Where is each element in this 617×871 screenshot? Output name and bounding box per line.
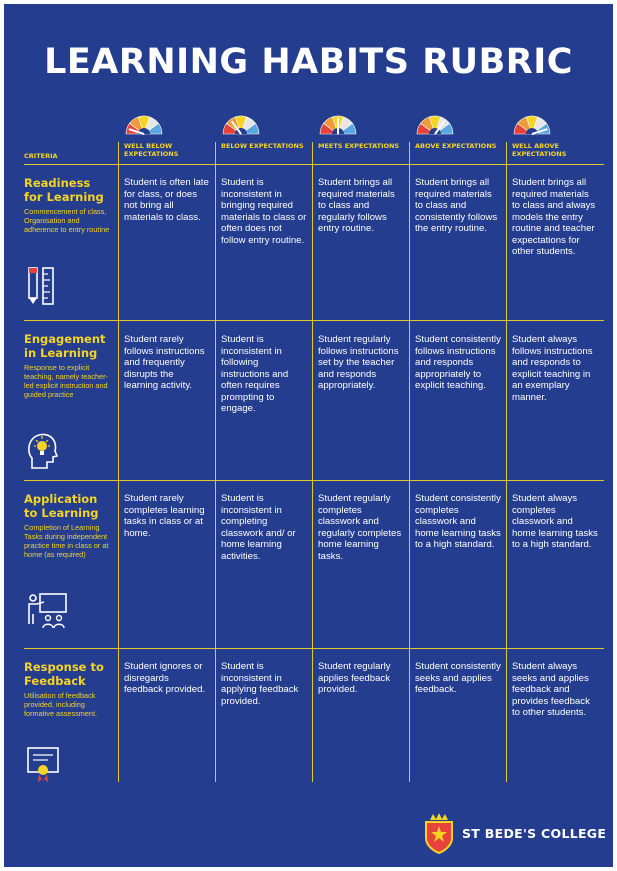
- rubric-cell: Student ignores or disregards feedback provided.: [124, 661, 206, 695]
- pencil-ruler-icon: [26, 264, 60, 306]
- rubric-cell: Student always completes classwork and home learning tasks to a high standard.: [512, 493, 598, 550]
- grid-divider: [24, 480, 604, 481]
- criteria-title: Readiness for Learning: [24, 176, 104, 204]
- rubric-cell: Student consistently follows instructions and responds appropriately to explicit teaching.: [415, 334, 501, 391]
- criteria-feedback: [24, 660, 110, 718]
- rubric-grid: [24, 112, 604, 782]
- criteria-description: Utilisation of feedback provided, including formative assessment.: [24, 691, 97, 718]
- grid-divider: [215, 142, 216, 782]
- criteria-readiness: [24, 176, 110, 234]
- rubric-cell: Student rarely follows instructions and frequently disrupts the learning activity.: [124, 334, 205, 391]
- rubric-cell: Student always follows instructions and responds to explicit teaching in an exemplary manner.: [512, 334, 593, 403]
- criteria-title: Response to Feedback: [24, 660, 104, 688]
- grid-divider: [312, 142, 313, 782]
- rubric-cell: Student brings all required materials to class and regularly follows entry routine.: [318, 177, 395, 234]
- level-label: WELL BELOW EXPECTATIONS: [124, 142, 179, 158]
- rubric-cell: Student is inconsistent in bringing required materials to class or often does not follow entry routine.: [221, 177, 307, 246]
- rubric-cell: Student always seeks and applies feedback and provides feedback to other students.: [512, 661, 590, 718]
- gauge-icon: [512, 112, 552, 136]
- rubric-cell: Student regularly completes classwork and regularly completes home learning tasks.: [318, 493, 402, 562]
- gauge-icon: [318, 112, 358, 136]
- rubric-cell: Student consistently completes classwork and home learning tasks to a high standard.: [415, 493, 501, 550]
- rubric-cell: Student is often late for class, or does not bring all materials to class.: [124, 177, 209, 223]
- page-title: LEARNING HABITS RUBRIC: [44, 42, 573, 82]
- grid-divider: [118, 142, 119, 782]
- grid-divider: [506, 142, 507, 782]
- rubric-cell: Student is inconsistent in applying feedback provided.: [221, 661, 299, 707]
- level-label: WELL ABOVE EXPECTATIONS: [512, 142, 567, 158]
- rubric-cell: Student is inconsistent in completing classwork and/ or home learning activities.: [221, 493, 296, 562]
- rubric-cell: Student regularly applies feedback provided.: [318, 661, 391, 695]
- grid-divider: [24, 164, 604, 165]
- gauge-icon: [221, 112, 261, 136]
- teacher-board-icon: [26, 590, 68, 630]
- criteria-engagement: [24, 332, 110, 399]
- criteria-description: Commencement of class, Organisation and adherence to entry routine: [24, 207, 110, 234]
- grid-divider: [24, 648, 604, 649]
- criteria-application: [24, 492, 110, 559]
- criteria-description: Response to explicit teaching, namely teacher-led explicit instruction and guided practice: [24, 363, 108, 399]
- criteria-title: Application to Learning: [24, 492, 99, 520]
- certificate-icon: [26, 746, 60, 784]
- rubric-cell: Student regularly follows instructions set by the teacher and responds appropriately.: [318, 334, 399, 391]
- head-lightbulb-icon: [26, 430, 60, 470]
- gauge-icon: [124, 112, 164, 136]
- grid-divider: [409, 142, 410, 782]
- rubric-cell: Student consistently seeks and applies feedback.: [415, 661, 501, 695]
- level-label: BELOW EXPECTATIONS: [221, 142, 304, 150]
- gauge-icon: [415, 112, 455, 136]
- rubric-cell: Student brings all required materials to class and consistently follows the entry routine.: [415, 177, 498, 234]
- rubric-cell: Student brings all required materials to class and always models the entry routine and teacher expectations for other students.: [512, 177, 596, 257]
- criteria-header: CRITERIA: [24, 152, 58, 160]
- rubric-cell: Student is inconsistent in following instructions and often requires prompting to engage.: [221, 334, 289, 414]
- level-label: ABOVE EXPECTATIONS: [415, 142, 497, 150]
- rubric-poster: [4, 4, 613, 867]
- grid-divider: [24, 320, 604, 321]
- college-crest-icon: [422, 812, 456, 854]
- criteria-description: Completion of Learning Tasks during independent practice time in class or at home (as required): [24, 523, 109, 559]
- rubric-cell: Student rarely completes learning tasks in class or at home.: [124, 493, 205, 539]
- criteria-title: Engagement in Learning: [24, 332, 106, 360]
- level-label: MEETS EXPECTATIONS: [318, 142, 400, 150]
- college-name: ST BEDE'S COLLEGE: [462, 826, 607, 841]
